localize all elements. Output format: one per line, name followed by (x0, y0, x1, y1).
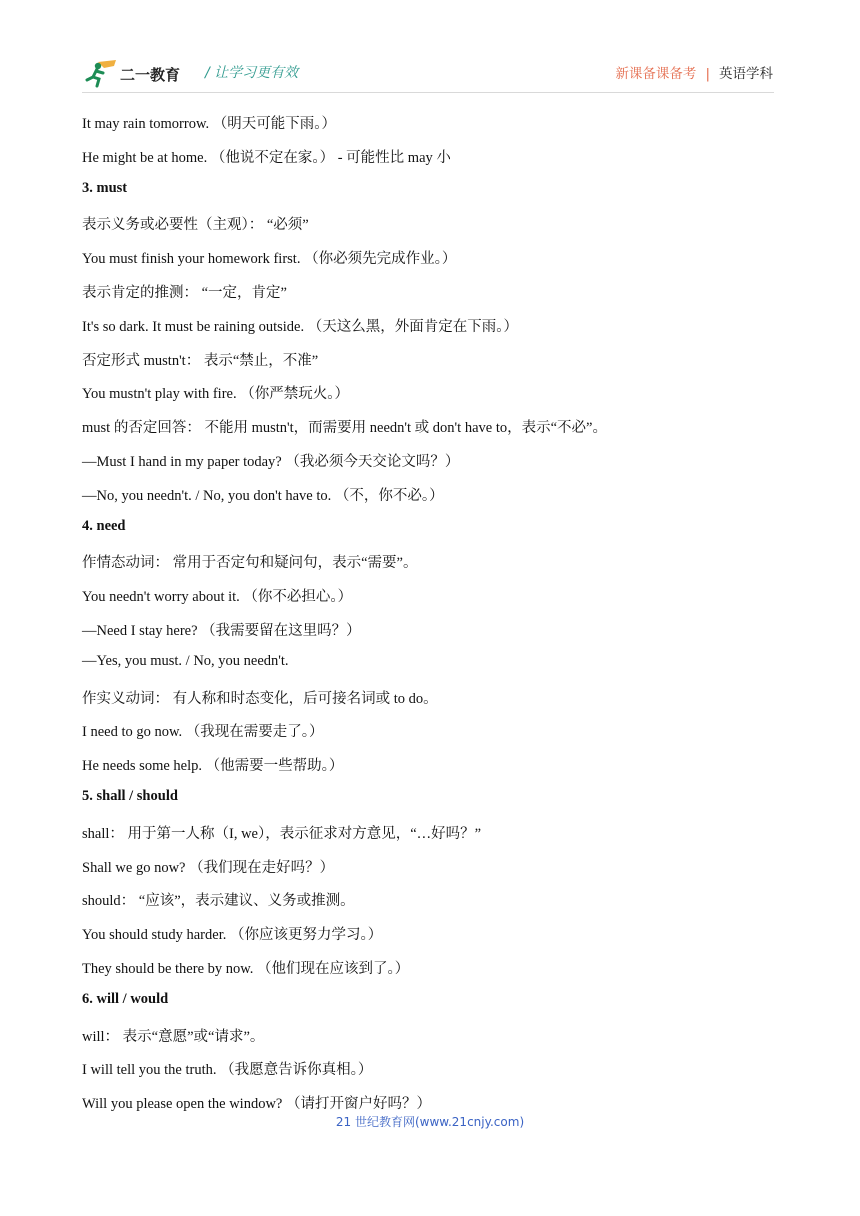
header-separator: | (705, 66, 710, 82)
text-line: shall： 用于第一人称（I, we），表示征求对方意见，“…好吗？” (82, 825, 482, 842)
page-footer: 21 世纪教育网(www.21cnjy.com) (335, 1115, 525, 1129)
slogan: / 让学习更有效 (205, 65, 299, 81)
text-line: should： “应该”，表示建议、义务或推测。 (82, 893, 355, 910)
text-line: —Need I stay here? （我需要留在这里吗？） (82, 623, 361, 639)
svg-text:二一教育: 二一教育 (120, 66, 181, 84)
text-line: 否定形式 mustn't： 表示“禁止，不准” (82, 352, 319, 369)
text-line: —No, you needn't. / No, you don't have to. （不，你不必。） (82, 487, 444, 504)
text-line: You mustn't play with fire. （你严禁玩火。） (82, 386, 349, 403)
text-line: will： 表示“意愿”或“请求”。 (82, 1028, 265, 1045)
text-line: 表示肯定的推测： “一定，肯定” (82, 285, 287, 301)
header-subject-label: 英语学科 (719, 66, 773, 82)
text-line: Shall we go now? （我们现在走好吗？） (82, 859, 335, 876)
text-line: —Must I hand in my paper today? （我必须今天交论文吗？） (82, 454, 460, 470)
text-line: —Yes, you must. / No, you needn't. (82, 652, 289, 669)
text-line: You must finish your homework first. （你必须先完成作业。） (82, 251, 457, 268)
text-line: 作实义动词： 有人称和时态变化，后可接名词或 to do。 (82, 690, 438, 707)
text-line: He might be at home. （他说不定在家。） - 可能性比 may 小 (82, 149, 451, 166)
text-line: It may rain tomorrow. （明天可能下雨。） (82, 116, 336, 132)
text-line: I will tell you the truth. （我愿意告诉你真相。） (82, 1062, 373, 1079)
section-heading: 4. need (82, 517, 126, 534)
page-header (0, 0, 860, 100)
text-line: You needn't worry about it. （你不必担心。） (82, 589, 353, 606)
text-line: 表示义务或必要性（主观）： “必须” (82, 217, 309, 234)
text-line: It's so dark. It must be raining outside. （天这么黑，外面肯定在下雨。） (82, 318, 518, 335)
text-line: I need to go now. （我现在需要走了。） (82, 724, 324, 741)
section-heading: 6. will / would (82, 990, 169, 1007)
text-line: must 的否定回答： 不能用 mustn't，而需要用 needn't 或 don't have to，表示“不必”。 (82, 420, 607, 437)
header-divider (82, 92, 774, 93)
section-heading: 5. shall / should (82, 788, 178, 804)
text-line: They should be there by now. （他们现在应该到了。） (82, 961, 410, 977)
header-right (615, 62, 773, 82)
logo (84, 58, 202, 88)
section-heading: 3. must (82, 179, 128, 196)
text-line: He needs some help. （他需要一些帮助。） (82, 758, 344, 775)
text-line: You should study harder. （你应该更努力学习。） (82, 927, 383, 944)
runner-logo-icon (84, 58, 202, 88)
header-course-label: 新课备课备考 (615, 66, 697, 82)
text-line: Will you please open the window? （请打开窗户好吗？） (82, 1096, 431, 1113)
text-line: 作情态动词： 常用于否定句和疑问句，表示“需要”。 (82, 555, 418, 572)
